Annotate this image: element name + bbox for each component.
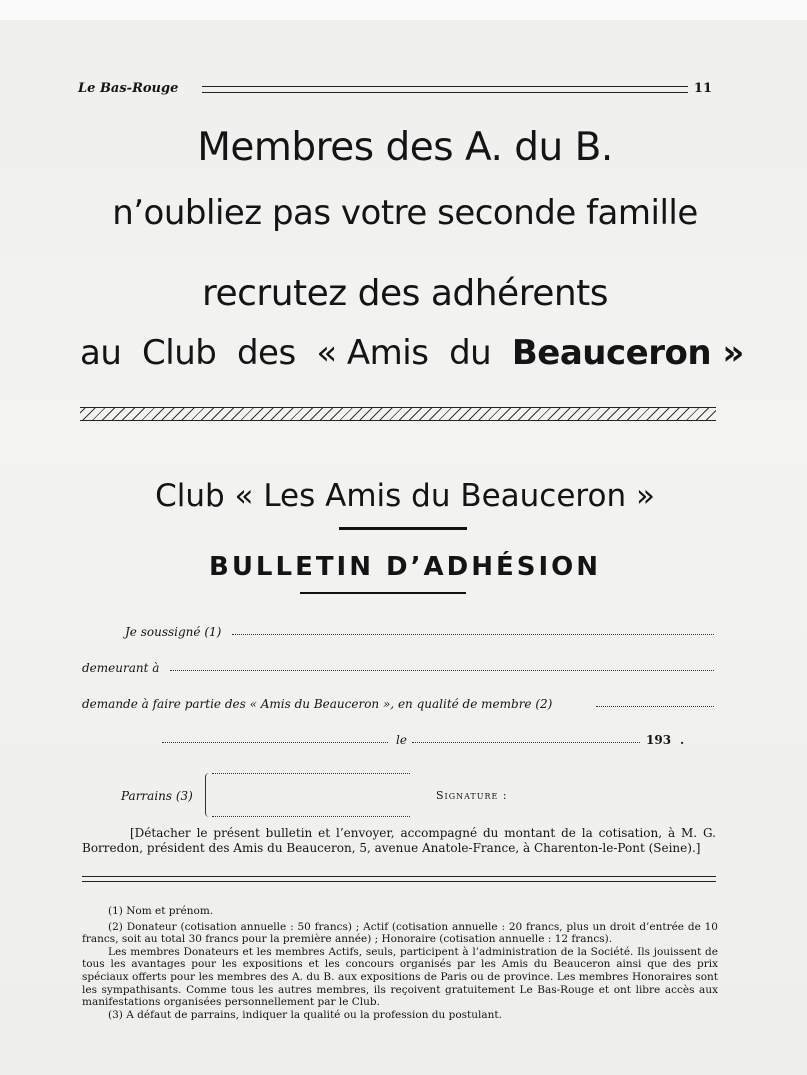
appeal-line-3: recrutez des adhérents <box>201 273 609 314</box>
membre-field[interactable] <box>596 706 714 707</box>
title-rule <box>339 527 467 530</box>
parrains-label: Parrains (3) <box>121 789 193 803</box>
decorative-divider <box>80 407 716 421</box>
header-rule <box>202 86 688 93</box>
heading-rule <box>300 592 466 594</box>
date-field[interactable] <box>412 742 640 743</box>
running-header <box>78 80 714 100</box>
appeal-beauceron: Beauceron » <box>511 333 744 373</box>
year-dot: . <box>680 733 685 747</box>
parrains-brace <box>205 773 212 817</box>
form-bottom-rule <box>82 876 716 882</box>
appeal-du: du <box>449 333 492 373</box>
appeal-des: des <box>236 333 296 373</box>
appeal-amis: « Amis <box>316 333 429 373</box>
footnote-1: (1) Nom et prénom. <box>108 905 214 917</box>
place-field[interactable] <box>162 742 388 743</box>
soussigne-field[interactable] <box>232 634 714 635</box>
footnote-2b: Les membres Donateurs et les membres Actifs, seuls, participent à l’administration de la Société. Ils jouissent de tous les avantages pour les expositions et les concours organisés par les Amis du Beauceron ainsi que des prix spéciaux offerts pour les membres des A. du B. aux expositions de Paris ou de province. Les membres Honoraires sont les sympathisants. Comme tous les autres membres, ils reçoivent gratuitement Le Bas-Rouge et ont libre accès aux manifestations organisées personnellement par le Club. <box>82 945 718 1009</box>
signature-label: Signature : <box>436 789 508 802</box>
appeal-club: Club <box>142 333 217 373</box>
appeal-au: au <box>80 333 122 373</box>
soussigne-label: Je soussigné (1) <box>125 625 222 639</box>
footnote-3: (3) A défaut de parrains, indiquer la qualité ou la profession du postulant. <box>108 1008 502 1021</box>
appeal-line-1: Membres des A. du B. <box>197 125 613 170</box>
journal-title: Le Bas-Rouge <box>78 81 179 96</box>
appeal-line-2: n’oubliez pas votre seconde famille <box>112 193 698 233</box>
scan-edge <box>0 0 807 20</box>
page-number: 11 <box>693 81 712 96</box>
parrain-field-2[interactable] <box>212 816 410 817</box>
footnote-2: (2) Donateur (cotisation annuelle : 50 francs) ; Actif (cotisation annuelle : 20 francs, plus un droit d’entrée de 10 francs, soit au total 30 francs pour la première année) ; Honoraire (cotisation annuelle : 12 francs). <box>82 920 718 946</box>
footnotes <box>82 905 718 1021</box>
demande-label: demande à faire partie des « Amis du Beauceron », en qualité de membre (2) <box>82 697 553 711</box>
club-title: Club « Les Amis du Beauceron » <box>155 478 655 514</box>
instruction-text: [Détacher le présent bulletin et l’envoyer, accompagné du montant de la cotisation, à M. G. Borredon, président des Amis du Beauceron, 5, avenue Anatole-France, à Charenton-le-Pont (Seine).] <box>82 826 716 855</box>
parrain-field-1[interactable] <box>212 773 410 774</box>
demeurant-label: demeurant à <box>82 661 160 675</box>
le-label: le <box>396 733 407 747</box>
form-heading: BULLETIN D’ADHÉSION <box>209 552 601 582</box>
demeurant-field[interactable] <box>170 670 714 671</box>
appeal-line-4 <box>60 333 750 386</box>
year-label: 193 <box>646 733 672 747</box>
recruitment-appeal <box>60 118 750 386</box>
